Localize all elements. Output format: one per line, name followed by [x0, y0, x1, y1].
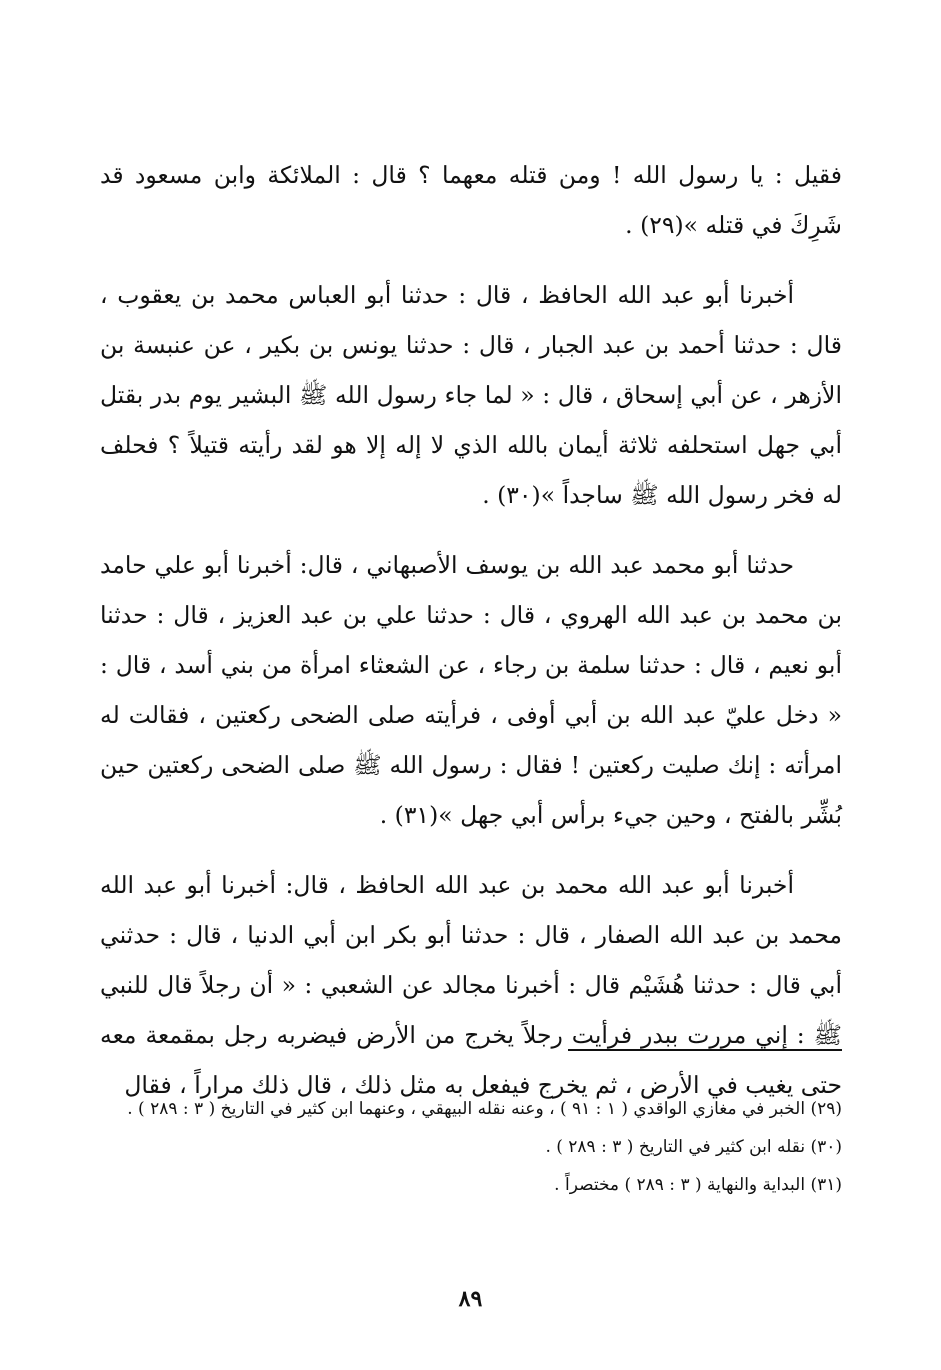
paragraph-2: أخبرنا أبو عبد الله الحافظ ، قال : حدثنا أبو العباس محمد بن يعقوب ، قال : حدثنا أحمد بن عبد الجبار ، قال : حدثنا يونس بن بكير ، عن عنبسة بن الأزهر ، عن أبي إسحاق ، قال : « لما جاء رسول الله ﷺ البشير يوم بدر بقتل أبي جهل استحلفه ثلاثة أيمان بالله الذي لا إله إلا هو لقد رأيته قتيلاً ؟ فحلف له فخر رسول الله ﷺ ساجداً »(٣٠) .	[100, 281, 842, 509]
footnote-31: (٣١) البداية والنهاية ( ٣ : ٢٨٩ ) مختصراً .	[554, 1175, 842, 1195]
paragraph-3: حدثنا أبو محمد عبد الله بن يوسف الأصبهاني ، قال: أخبرنا أبو علي حامد بن محمد بن عبد الله الهروي ، قال : حدثنا علي بن عبد العزيز ، قال : حدثنا أبو نعيم ، قال : حدثنا سلمة بن رجاء ، عن الشعثاء امرأة من بني أسد ، قال : « دخل عليّ عبد الله بن أبي أوفى ، فرأيته صلى الضحى ركعتين ، فقالت له امرأته : إنك صليت ركعتين ! فقال : رسول الله ﷺ صلى الضحى ركعتين حين بُشِّر بالفتح ، وحين جيء برأس أبي جهل »(٣١) .	[100, 551, 842, 829]
footnote-divider	[568, 1049, 842, 1051]
footnotes	[100, 1094, 842, 1208]
paragraph-4: أخبرنا أبو عبد الله محمد بن عبد الله الحافظ ، قال: أخبرنا أبو عبد الله محمد بن عبد الله الصفار ، قال : حدثنا أبو بكر ابن أبي الدنيا ، قال : حدثني أبي قال : حدثنا هُشَيْم قال : أخبرنا مجالد عن الشعبي : « أن رجلاً قال للنبي ﷺ : إني مررت ببدر فرأيت رجلاً يخرج من الأرض فيضربه رجل بمقمعة معه حتى يغيب في الأرض ، ثم يخرج فيفعل به مثل ذلك ، قال ذلك مراراً ، فقال	[100, 871, 842, 1099]
page-number: ٨٩	[458, 1286, 483, 1312]
body-text	[100, 150, 842, 1130]
footnote-30: (٣٠) نقله ابن كثير في التاريخ ( ٣ : ٢٨٩ ) .	[545, 1137, 842, 1157]
footnote-29: (٢٩) الخبر في مغازي الواقدي ( ١ : ٩١ ) ، وعنه نقله البيهقي ، وعنهما ابن كثير في التاريخ ( ٣ : ٢٨٩ ) .	[127, 1099, 842, 1119]
paragraph-1: فقيل : يا رسول الله ! ومن قتله معهما ؟ قال : الملائكة وابن مسعود قد شَرِكَ في قتله »(٢٩) .	[100, 161, 842, 239]
